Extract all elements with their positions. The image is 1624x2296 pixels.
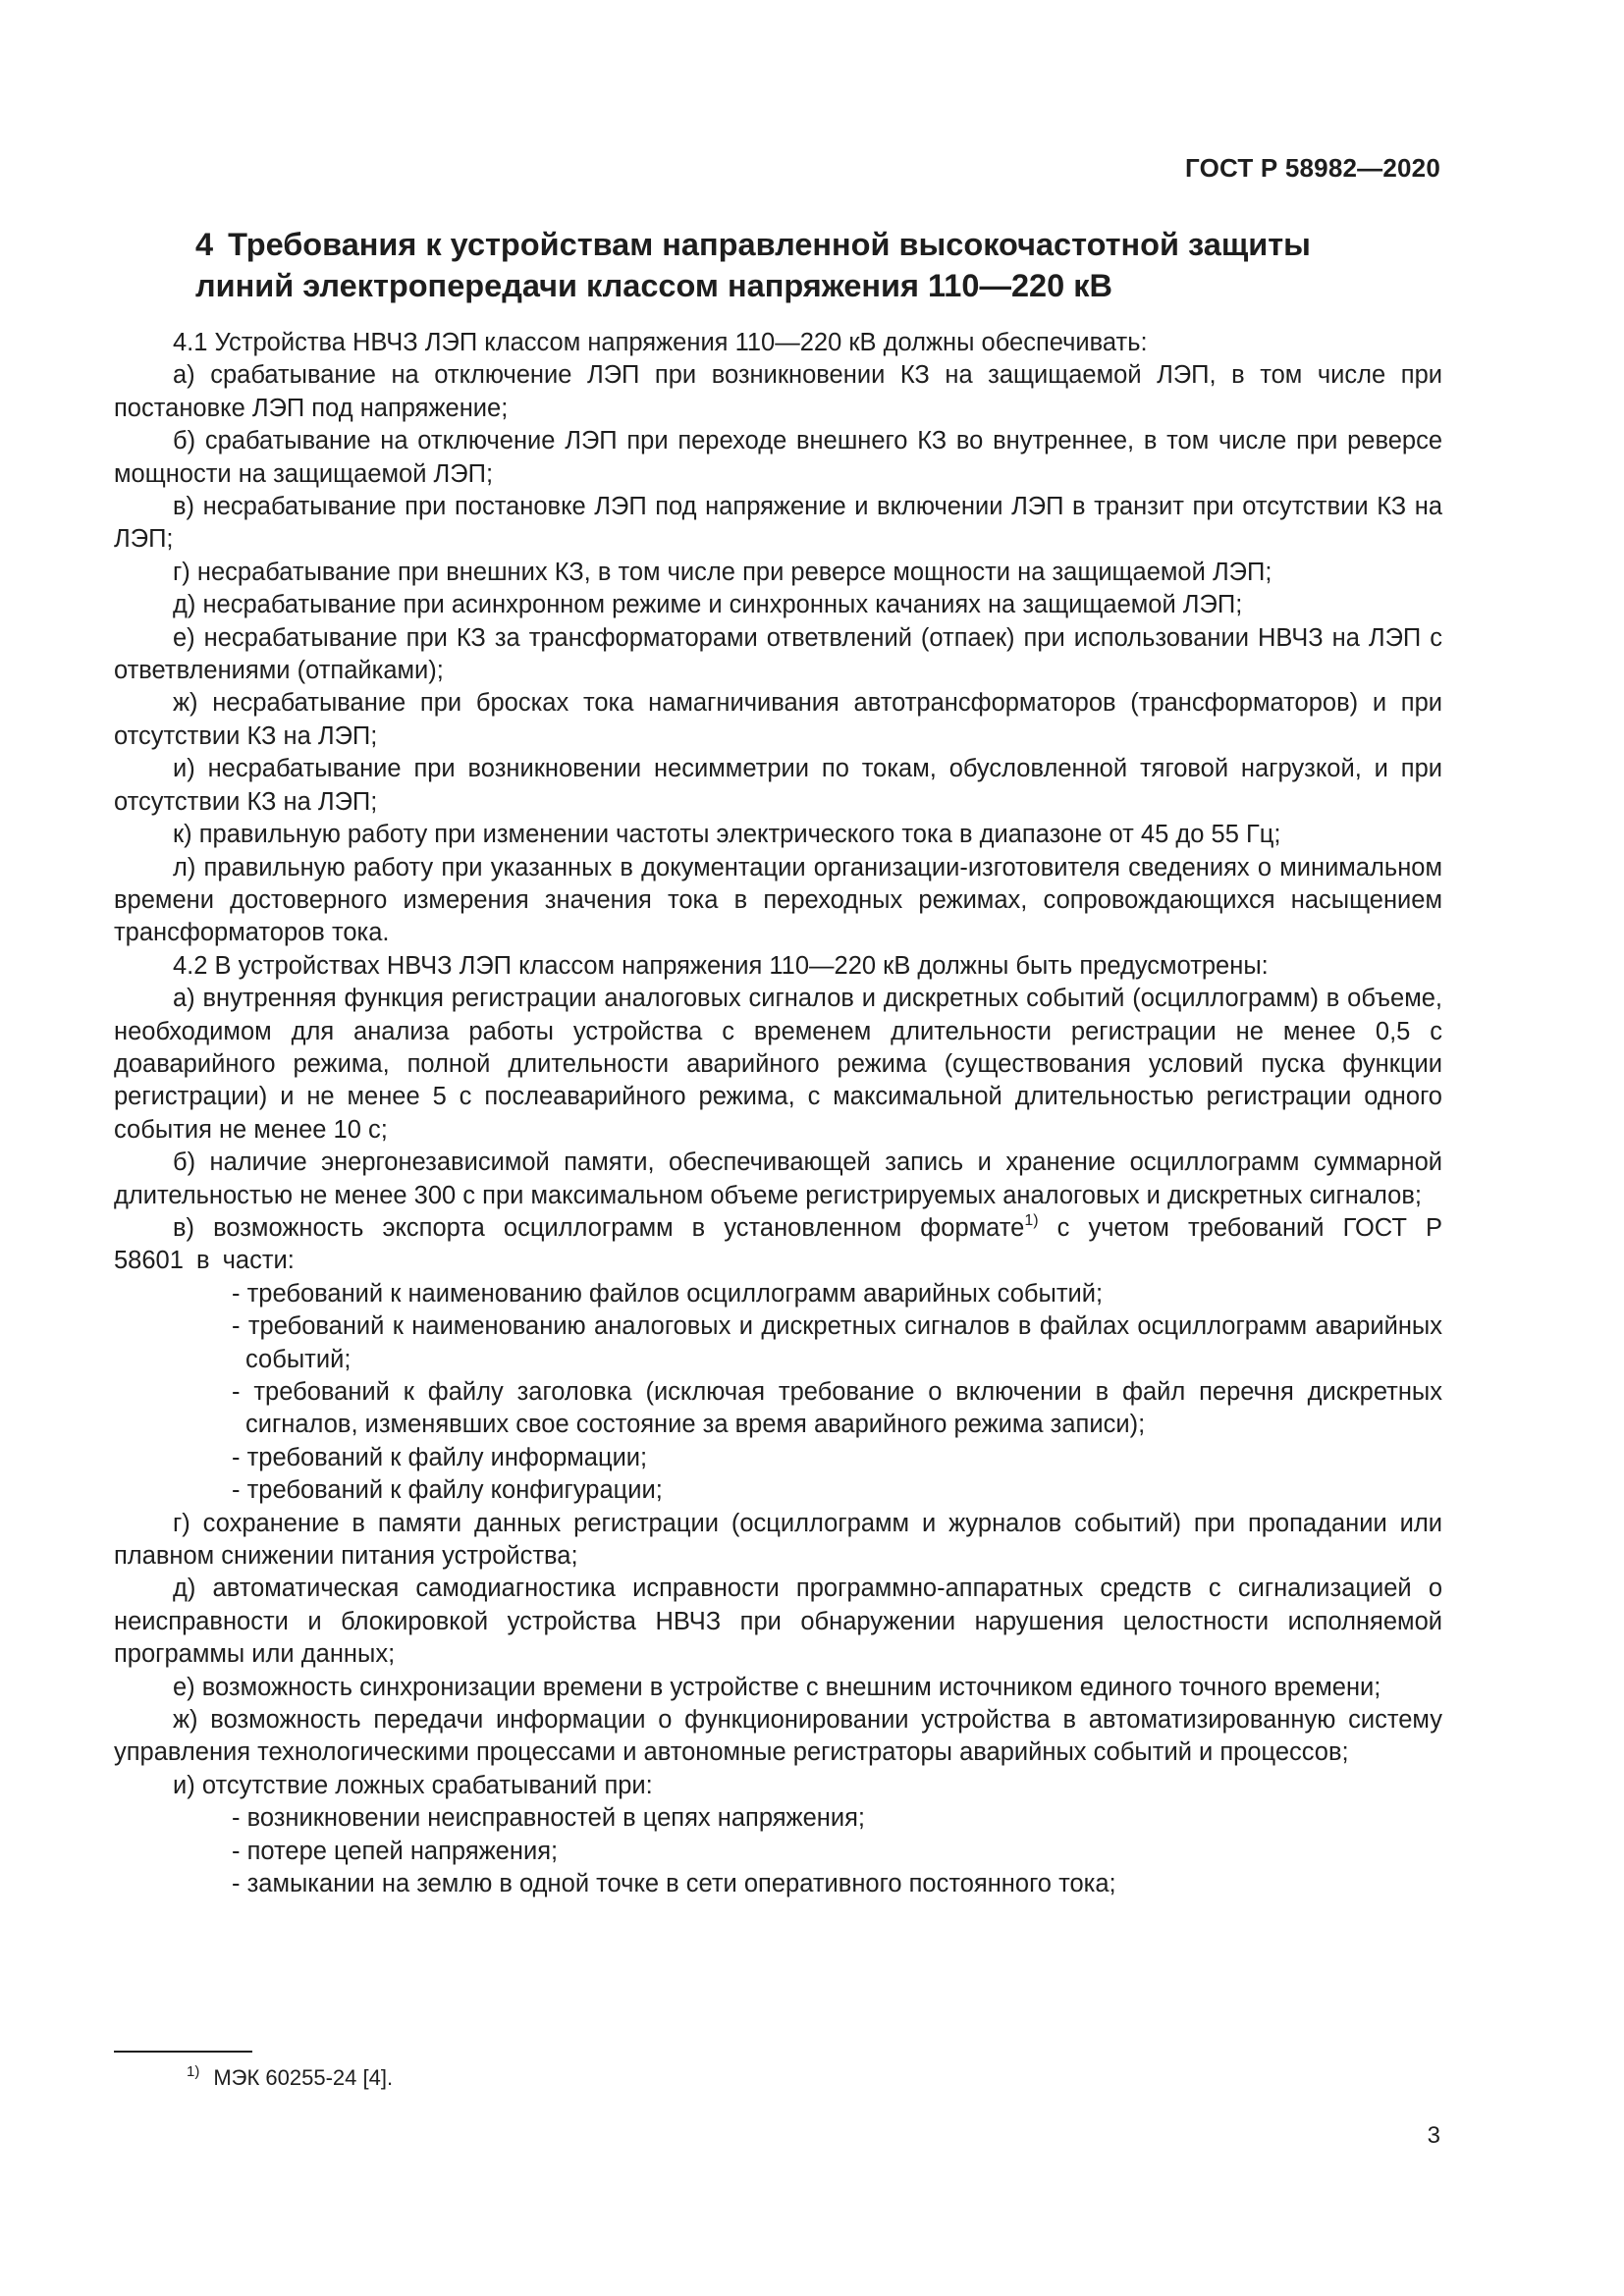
clause-4-1-intro: 4.1 Устройства НВЧЗ ЛЭП классом напряжения 110—220 кВ должны обеспечивать: <box>173 329 1148 356</box>
clause-4-2-v-subitem-5: - требований к файлу конфигурации; <box>232 1476 663 1505</box>
clause-4-2-item-d: д) автоматическая самодиагностика исправности программно-аппаратных средств с сигнализацией о неисправности и блокировкой устройства НВЧЗ при обнаружении нарушения целостности исполняемой программы или данных; <box>114 1575 1442 1669</box>
page-content <box>114 224 1442 1901</box>
page-number: 3 <box>1427 2122 1440 2149</box>
section-title-line-1: Требования к устройствам направленной высокочастотной защиты <box>228 227 1311 262</box>
footnote-mark: 1) <box>187 2063 200 2080</box>
clause-4-2-item-e: е) возможность синхронизации времени в устройстве с внешним источником единого точного времени; <box>173 1673 1381 1701</box>
clause-4-2-item-b: б) наличие энергонезависимой памяти, обеспечивающей запись и хранение осциллограмм суммарной длительностью не менее 300 с при максимальном объеме регистрируемых аналоговых и дискретных сигналов; <box>114 1148 1442 1209</box>
footnote <box>187 2063 393 2093</box>
clause-4-2-i-subitem-3: - замыкании на землю в одной точке в сети оперативного постоянного тока; <box>232 1870 1116 1898</box>
footnote-text: МЭК 60255-24 [4]. <box>213 2065 394 2090</box>
clause-4-2-item-g: г) сохранение в памяти данных регистрации (осциллограмм и журналов событий) при пропадании или плавном снижении питания устройства; <box>114 1509 1442 1571</box>
clause-4-1-item-d: д) несрабатывание при асинхронном режиме и синхронных качаниях на защищаемой ЛЭП; <box>173 591 1243 619</box>
clause-4-1-item-a: а) срабатывание на отключение ЛЭП при возникновении КЗ на защищаемой ЛЭП, в том числе при постановке ЛЭП под напряжение; <box>114 361 1442 422</box>
footnote-reference: 1) <box>1024 1211 1039 1229</box>
clause-4-1-item-i: и) несрабатывание при возникновении несимметрии по токам, обусловленной тяговой нагрузкой, и при отсутствии КЗ на ЛЭП; <box>114 755 1442 816</box>
clause-4-2-item-v-text-end: с учетом требований ГОСТ Р 58601 в части: <box>114 1213 1442 1275</box>
section-number: 4 <box>195 227 214 262</box>
footnote-separator <box>114 2051 252 2053</box>
clause-4-1-item-b: б) срабатывание на отключение ЛЭП при переходе внешнего КЗ во внутреннее, в том числе при реверсе мощности на защищаемой ЛЭП; <box>114 427 1442 488</box>
clause-4-2-i-subitem-1: - возникновении неисправностей в цепях напряжения; <box>232 1804 865 1833</box>
clause-4-2-item-v <box>114 1212 1442 1278</box>
clause-4-2-item-v-text: в) возможность экспорта осциллограмм в установленном формате <box>173 1213 1025 1242</box>
clause-4-2-v-subitem-2: - требований к наименованию аналоговых и дискретных сигналов в файлах осциллограмм аварийных событий; <box>232 1312 1442 1373</box>
clause-4-1-item-zh: ж) несрабатывание при бросках тока намагничивания автотрансформаторов (трансформаторов) и при отсутствии КЗ на ЛЭП; <box>114 689 1442 750</box>
clause-4-2-v-subitem-3: - требований к файлу заголовка (исключая требование о включении в файл перечня дискретных сигналов, изменявших свое состояние за время аварийного режима записи); <box>232 1378 1442 1439</box>
clause-4-1-item-v: в) несрабатывание при постановке ЛЭП под напряжение и включении ЛЭП в транзит при отсутствии КЗ на ЛЭП; <box>114 493 1442 554</box>
clause-4-2-intro: 4.2 В устройствах НВЧЗ ЛЭП классом напряжения 110—220 кВ должны быть предусмотрены: <box>173 951 1269 980</box>
section-title <box>195 224 1442 306</box>
clause-4-1-item-k: к) правильную работу при изменении частоты электрического тока в диапазоне от 45 до 55 Гц; <box>173 821 1281 849</box>
clause-4-1-item-e: е) несрабатывание при КЗ за трансформаторами ответвлений (отпаек) при использовании НВЧЗ на ЛЭП с ответвлениями (отпайками); <box>114 623 1442 685</box>
document-code: ГОСТ Р 58982—2020 <box>1185 153 1440 183</box>
clause-4-2-item-i: и) отсутствие ложных срабатываний при: <box>173 1771 653 1799</box>
clause-4-2-v-subitem-1: - требований к наименованию файлов осциллограмм аварийных событий; <box>232 1279 1104 1308</box>
clause-4-2-item-a: а) внутренняя функция регистрации аналоговых сигналов и дискретных событий (осциллограмм) в объеме, необходимом для анализа работы устройства с временем длительности регистрации не менее 0,5 с доаварийного режима, полной длительности аварийного режима (существования условий пуска функции регистрации) и не менее 5 с послеаварийного режима, с максимальной длительностью регистрации одного события не менее 10 с; <box>114 985 1442 1144</box>
clause-4-1-item-g: г) несрабатывание при внешних КЗ, в том числе при реверсе мощности на защищаемой ЛЭП; <box>173 558 1272 586</box>
clause-4-2-item-zh: ж) возможность передачи информации о функционировании устройства в автоматизированную систему управления технологическими процессами и автономные регистраторы аварийных событий и процессов; <box>114 1706 1442 1767</box>
body-text <box>114 327 1442 1901</box>
clause-4-1-item-l: л) правильную работу при указанных в документации организации-изготовителя сведениях о минимальном времени достоверного измерения значения тока в переходных режимах, сопровождающихся насыщением трансформаторов тока. <box>114 853 1442 947</box>
clause-4-2-i-subitem-2: - потере цепей напряжения; <box>232 1837 559 1865</box>
clause-4-2-v-subitem-4: - требований к файлу информации; <box>232 1443 648 1471</box>
section-title-line-2: линий электропередачи классом напряжения 110—220 кВ <box>195 268 1112 303</box>
